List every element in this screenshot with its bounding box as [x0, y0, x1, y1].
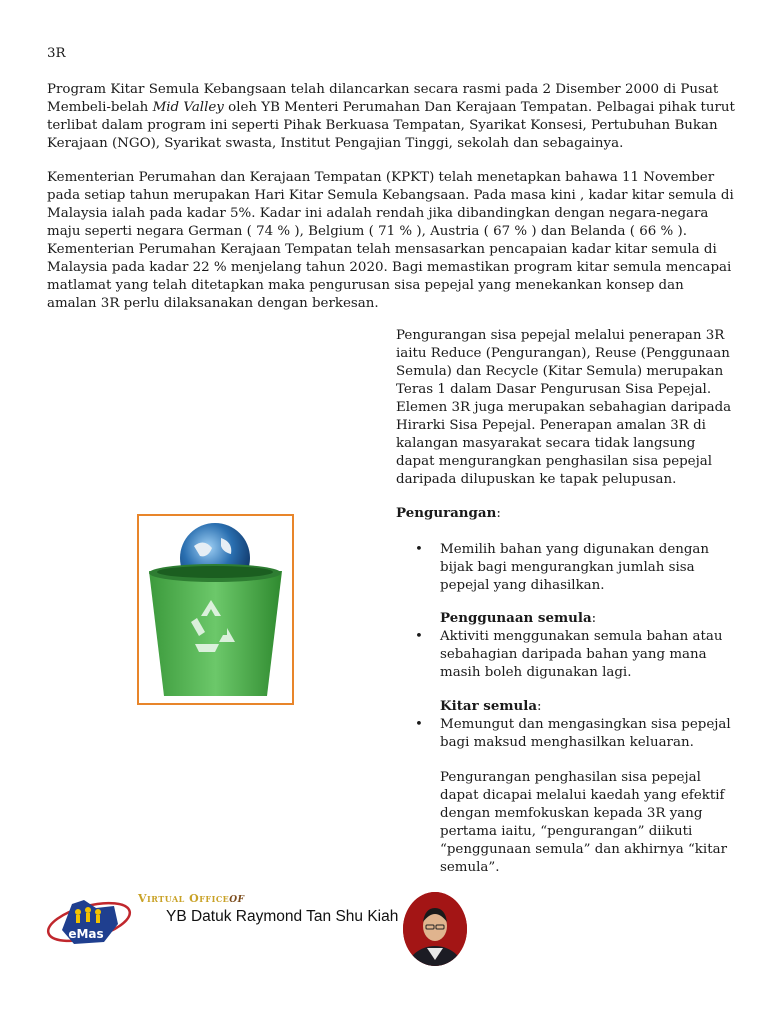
3r-intro-paragraph: Pengurangan sisa pepejal melalui penerapan 3R iaitu Reduce (Pengurangan), Reuse (Penggunaan Semula) dan Recycle (Kitar Semula) merupakan Teras 1 dalam Dasar Pengurusan Sisa Pepejal. Elemen 3R juga merupakan sebahagian daripada Hirarki Sisa Pepejal. Penerapan amalan 3R di kalangan masyarakat secara tidak langsung dapat mengurangkan penghasilan sisa pepejal daripada dilupuskan ke tapak pelupusan.: [396, 328, 732, 487]
virtual-office-label: Virtual Officeof: [138, 891, 245, 906]
conclusion-paragraph: Pengurangan penghasilan sisa pepejal dapat dicapai melalui kaedah yang efektif dengan memfokuskan kepada 3R yang pertama iaitu, “pengurangan” diikuti “penggunaan semula” dan akhirnya “kitar semula”.: [440, 770, 727, 875]
section-heading: Pengurangan:: [396, 505, 501, 521]
section-heading: Kitar semula:: [440, 698, 542, 714]
portrait-photo: [403, 892, 467, 966]
section-kitar-semula: [396, 697, 736, 752]
logo-text: eMas: [68, 927, 104, 941]
kpkt-paragraph: Kementerian Perumahan dan Kerajaan Tempatan (KPKT) telah menetapkan bahawa 11 November pada setiap tahun merupakan Hari Kitar Semula Kebangsaan. Pada masa kini , kadar kitar semula di Malaysia ialah pada kadar 5%. Kadar ini adalah rendah jika dibandingkan dengan negara-negara maju seperti negara German ( 74 % ), Belgium ( 71 % ), Austria ( 67 % ) dan Belanda ( 66 % ). Kementerian Perumahan Kerajaan Tempatan telah mensasarkan pencapaian kadar kitar semula di Malaysia pada kadar 22 % menjelang tahun 2020. Bagi memastikan program kitar semula mencapai matlamat yang telah ditetapkan maka pengurusan sisa pepejal yang menekankan konsep dan amalan 3R perlu dilaksanakan dengan berkesan.: [47, 170, 734, 311]
section-heading: Penggunaan semula:: [440, 610, 597, 626]
list-item: • Memilih bahan yang digunakan dengan bijak bagi mengurangkan jumlah sisa pepejal yang dihasilkan.: [396, 541, 736, 595]
list-item: • Memungut dan mengasingkan sisa pepejal bagi maksud menghasilkan keluaran.: [396, 716, 736, 752]
portrait-icon: [403, 892, 467, 966]
recycle-bin-globe-icon: [139, 516, 292, 703]
intro-paragraph: Program Kitar Semula Kebangsaan telah dilancarkan secara rasmi pada 2 Disember 2000 di Pusat Membeli-belah Mid Valley oleh YB Menteri Perumahan Dan Kerajaan Tempatan. Pelbagai pihak turut terlibat dalam program ini seperti Pihak Berkuasa Tempatan, Syarikat Konsesi, Pertubuhan Bukan Kerajaan (NGO), Syarikat swasta, Institut Pengajian Tinggi, sekolah dan sebagainya.: [47, 82, 735, 151]
list-item: • Aktiviti menggunakan semula bahan atau sebahagian daripada bahan yang mana masih boleh digunakan lagi.: [396, 628, 736, 682]
emas-logo: [44, 890, 134, 950]
page-title: 3R: [47, 46, 66, 61]
recycle-bin-image: [137, 514, 294, 705]
section-penggunaan-semula: [396, 609, 736, 682]
section-pengurangan: [396, 504, 736, 595]
footer-name: YB Datuk Raymond Tan Shu Kiah: [166, 908, 399, 925]
